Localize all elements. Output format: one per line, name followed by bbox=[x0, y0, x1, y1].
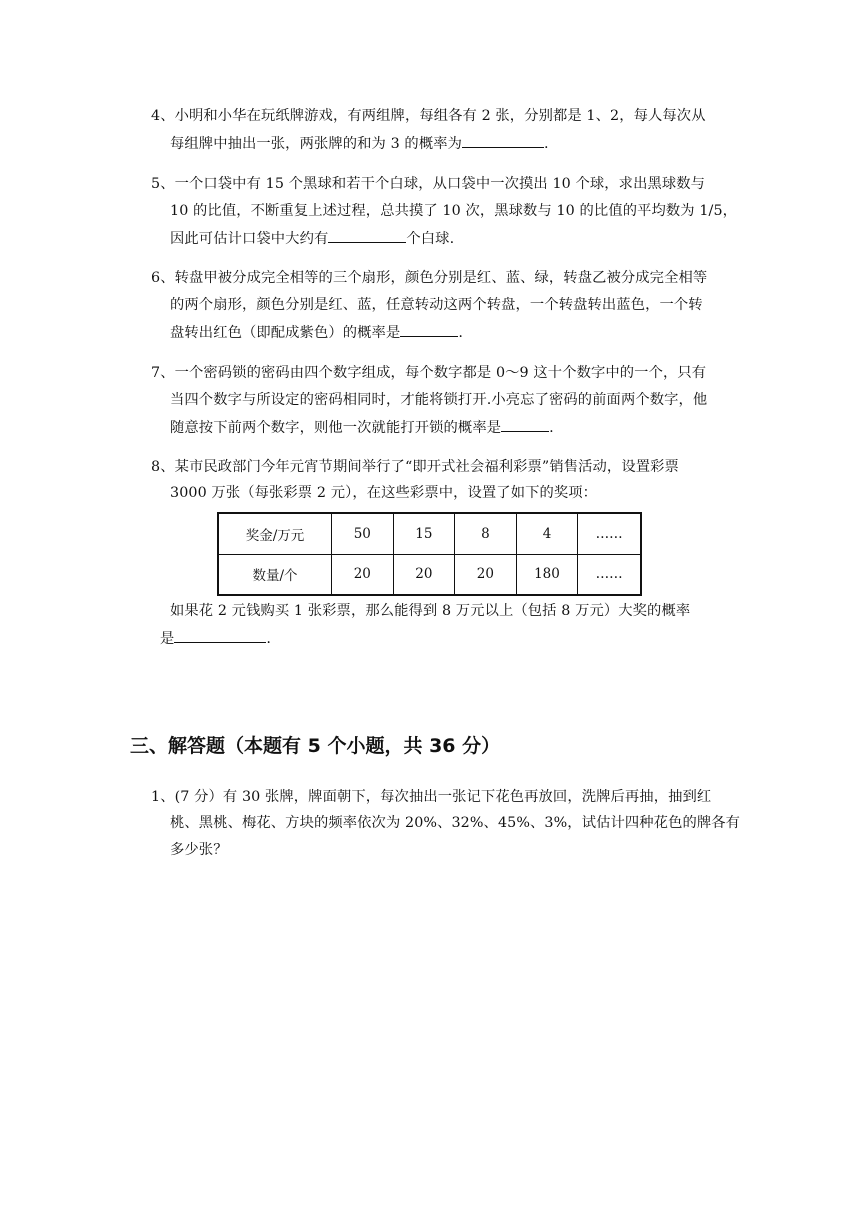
table-cell: 奖金/万元 bbox=[218, 513, 332, 554]
q6-line-3 bbox=[170, 322, 463, 343]
q6-text: 盘转出红色（即配成紫色）的概率是 bbox=[170, 325, 401, 341]
q6-line-1: 6、转盘甲被分成完全相等的三个扇形，颜色分别是红、蓝、绿，转盘乙被分成完全相等 bbox=[151, 270, 708, 286]
q7-end: . bbox=[549, 420, 554, 436]
q8-after-line-2 bbox=[160, 628, 271, 649]
q4-line-1: 4、小明和小华在玩纸牌游戏，有两组牌，每组各有 2 张，分别都是 1、2，每人每次从 bbox=[151, 108, 706, 124]
table-cell: 20 bbox=[393, 554, 455, 595]
q6-line-2: 的两个扇形，颜色分别是红、蓝，任意转动这两个转盘，一个转盘转出蓝色，一个转 bbox=[170, 297, 703, 313]
table-cell: …… bbox=[578, 554, 641, 595]
q5-line-2: 10 的比值，不断重复上述过程，总共摸了 10 次，黑球数与 10 的比值的平均数为 1/5， bbox=[170, 203, 738, 219]
table-cell: 180 bbox=[516, 554, 578, 595]
table-cell: …… bbox=[578, 513, 641, 554]
q7-line-1: 7、一个密码锁的密码由四个数字组成，每个数字都是 0～9 这十个数字中的一个，只有 bbox=[151, 365, 707, 381]
q5-line-3 bbox=[170, 228, 454, 249]
prize-row-count bbox=[218, 554, 641, 595]
q5-line-1: 5、一个口袋中有 15 个黑球和若干个白球，从口袋中一次摸出 10 个球，求出黑球数与 bbox=[151, 176, 706, 192]
table-cell: 4 bbox=[516, 513, 578, 554]
table-cell: 15 bbox=[393, 513, 455, 554]
q7-line-2: 当四个数字与所设定的密码相同时，才能将锁打开.小亮忘了密码的前面两个数字，他 bbox=[170, 392, 708, 408]
prize-table bbox=[217, 512, 642, 596]
q8-line-2: 3000 万张（每张彩票 2 元），在这些彩票中，设置了如下的奖项： bbox=[170, 485, 598, 501]
q4-end: . bbox=[544, 136, 549, 152]
q7-line-3 bbox=[170, 417, 554, 438]
q8-end: . bbox=[266, 631, 272, 647]
q7-answer-blank bbox=[501, 417, 549, 432]
q4-line-2 bbox=[170, 133, 549, 154]
q8-text: 是 bbox=[160, 631, 175, 647]
table-cell: 数量/个 bbox=[218, 554, 332, 595]
s3q1-line-2: 桃、黑桃、梅花、方块的频率依次为 20%、32%、45%、3%，试估计四种花色的牌各有 bbox=[170, 815, 741, 831]
q4-answer-blank bbox=[462, 133, 544, 148]
s3q1-line-3: 多少张？ bbox=[170, 842, 228, 858]
section-heading: 三、解答题（本题有 5 个小题，共 36 分） bbox=[130, 735, 501, 757]
table-cell: 20 bbox=[455, 554, 517, 595]
q6-answer-blank bbox=[400, 322, 458, 337]
prize-row-amount bbox=[218, 513, 641, 554]
table-cell: 50 bbox=[332, 513, 394, 554]
q4-text: 每组牌中抽出一张，两张牌的和为 3 的概率为 bbox=[170, 136, 463, 152]
q8-line-1: 8、某市民政部门今年元宵节期间举行了“即开式社会福利彩票”销售活动，设置彩票 bbox=[151, 459, 679, 475]
q5-answer-blank bbox=[328, 228, 406, 243]
q7-text: 随意按下前两个数字，则他一次就能打开锁的概率是 bbox=[170, 420, 502, 436]
q5-end: 个白球. bbox=[406, 231, 455, 247]
q8-after-line-1: 如果花 2 元钱购买 1 张彩票，那么能得到 8 万元以上（包括 8 万元）大奖的概率 bbox=[170, 603, 691, 619]
s3q1-line-1: 1、(7 分）有 30 张牌，牌面朝下，每次抽出一张记下花色再放回，洗牌后再抽，抽到红 bbox=[151, 789, 712, 805]
q6-end: . bbox=[458, 325, 464, 341]
table-cell: 8 bbox=[455, 513, 517, 554]
q5-text: 因此可估计口袋中大约有 bbox=[170, 231, 329, 247]
q8-answer-blank bbox=[174, 628, 266, 643]
table-cell: 20 bbox=[332, 554, 394, 595]
